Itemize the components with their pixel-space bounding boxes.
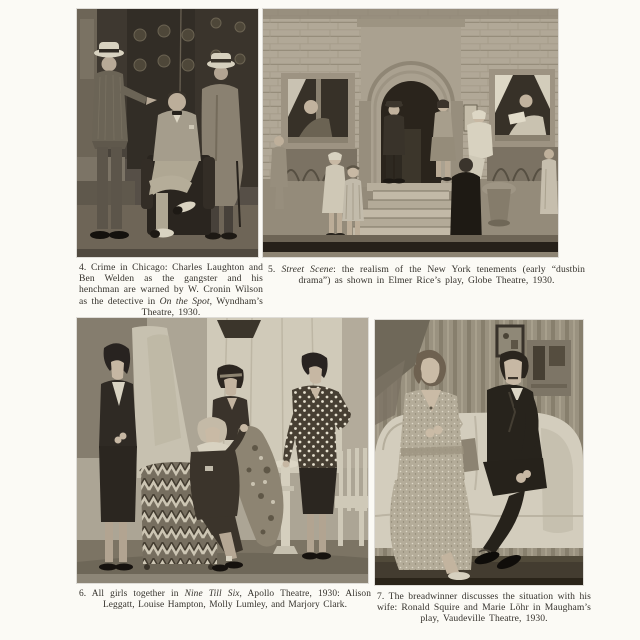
caption-6-tail: , Apollo Theatre, 1930: Alison Leggatt, Louise Hampton, Molly Lumley, and Marjory Clark.	[102, 589, 371, 611]
right-window	[489, 69, 555, 147]
caption-6-text: 6. All girls together in	[79, 589, 185, 599]
caption-4-text: 4. Crime in Chicago: Charles Laughton and Ben Welden as the gangster and his henchman are warned by W. Cronin Wilson as the detective in	[79, 262, 263, 307]
figure-7-photo	[375, 320, 583, 585]
figure-4-caption	[79, 262, 263, 318]
nine-till-six-illustration	[77, 318, 368, 583]
figure-6-caption	[79, 589, 371, 611]
figure-5-caption	[268, 264, 585, 286]
figure-7-caption	[377, 591, 591, 625]
caption-4-tail: , Wyndham’s Theatre, 1930.	[141, 295, 263, 318]
caption-7-text: 7. The breadwinner discusses the situation with his wife: Ronald Squire and Marie Löhr in Maugham’s play, Vaudeville Theatre, 1930.	[377, 591, 591, 625]
left-window	[281, 73, 355, 149]
figure-5-photo	[263, 9, 558, 257]
breadwinner-illustration	[375, 320, 583, 585]
caption-4-play-title: On the Spot	[159, 295, 210, 307]
caption-5-play-title: Street Scene	[281, 264, 334, 275]
cabinet	[527, 340, 571, 396]
figure-4-photo	[77, 9, 258, 257]
street-scene-illustration	[263, 9, 558, 257]
caption-6-play-title: Nine Till Six	[184, 589, 240, 599]
caption-5-tail: : the realism of the New York tenements (early “dustbin drama”) as shown in Elmer Rice’s play, Globe Theatre, 1930.	[298, 264, 586, 287]
crime-in-chicago-illustration	[77, 9, 258, 257]
caption-5-text: 5.	[268, 264, 282, 275]
figure-6-photo	[77, 318, 368, 583]
